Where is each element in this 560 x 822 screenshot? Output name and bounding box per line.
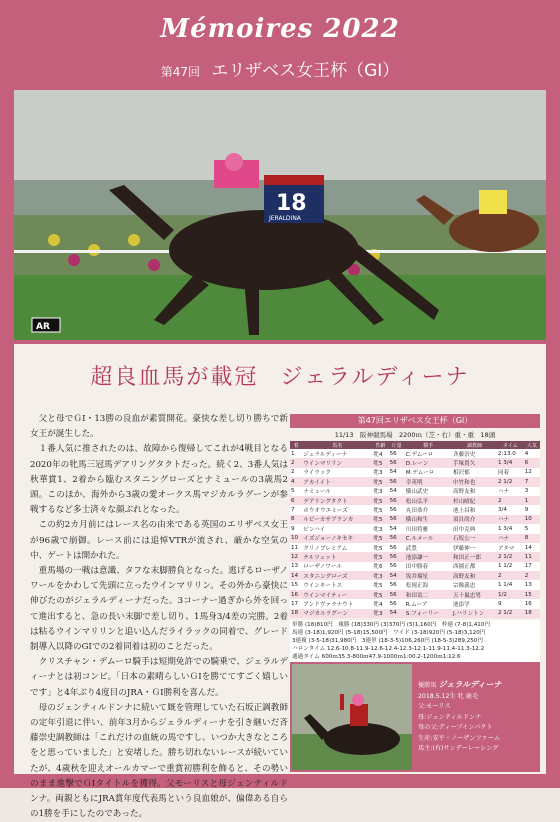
table-row bbox=[290, 496, 540, 505]
table-cell: 牝5 bbox=[372, 458, 388, 467]
table-cell: 川田将雅 bbox=[405, 524, 452, 533]
table-cell: 須貝尚介 bbox=[452, 515, 497, 524]
table-cell: 14 bbox=[290, 571, 302, 580]
table-cell: 牝5 bbox=[372, 496, 388, 505]
table-cell: 4 bbox=[290, 477, 302, 486]
results-note: 通過タイム 600ｍ35.3-800ｍ47.9-1000ｍ1:00.2-1200ｍ1:12.6 bbox=[292, 654, 461, 661]
table-cell: 牝5 bbox=[372, 543, 388, 552]
table-cell: 56 bbox=[389, 599, 405, 608]
results-note: 単勝 (18)810円 複勝 (18)330円 (3)370円 (5)1,160円 枠連 (7-8)1,410円 bbox=[292, 622, 490, 629]
table-cell: 高野友和 bbox=[452, 487, 497, 496]
results-body bbox=[290, 449, 540, 618]
table-row bbox=[290, 515, 540, 524]
table-cell: ハナ bbox=[497, 487, 524, 496]
table-cell: 17 bbox=[524, 562, 540, 571]
results-title: 第47回エリザベス女王杯（GⅠ） bbox=[290, 414, 540, 428]
table-cell: 17 bbox=[290, 599, 302, 608]
table-cell: ウインマリリン bbox=[302, 458, 372, 467]
table-row bbox=[290, 534, 540, 543]
table-cell: 18 bbox=[524, 609, 540, 618]
table-cell: 5 bbox=[290, 487, 302, 496]
col-header: 調教師 bbox=[452, 441, 497, 449]
table-cell: ウインマイティー bbox=[302, 590, 372, 599]
results-note: 3連複 (3-5-18)31,980円 3連単 (18-3-5)106,260円 (18-5-3)289,250円 bbox=[292, 638, 483, 645]
table-cell: 3/4 bbox=[497, 505, 524, 514]
table-cell: 18 bbox=[290, 609, 302, 618]
table-row bbox=[290, 505, 540, 514]
table-cell: 牝3 bbox=[372, 609, 388, 618]
table-cell: 56 bbox=[389, 590, 405, 599]
table-cell: S.フォーリー bbox=[405, 609, 452, 618]
table-cell: 五十嵐忠男 bbox=[452, 590, 497, 599]
table-cell: 1 bbox=[290, 449, 302, 458]
table-cell: C.デムーロ bbox=[405, 449, 452, 458]
table-cell: ピンハイ bbox=[302, 524, 372, 533]
table-cell: テルツェット bbox=[302, 552, 372, 561]
winner-photo-illustration bbox=[292, 664, 412, 770]
table-cell: 54 bbox=[389, 487, 405, 496]
table-cell: 高野友和 bbox=[452, 571, 497, 580]
table-cell: 56 bbox=[389, 477, 405, 486]
table-cell: 2 1/2 bbox=[497, 609, 524, 618]
table-cell: 9 bbox=[524, 505, 540, 514]
table-cell: 15 bbox=[524, 590, 540, 599]
results-notes bbox=[290, 620, 540, 662]
table-cell: 1 1/4 bbox=[497, 580, 524, 589]
table-cell: 2 bbox=[524, 571, 540, 580]
table-cell: 1 3/4 bbox=[497, 524, 524, 533]
table-cell: 12 bbox=[524, 468, 540, 477]
winner-profile bbox=[290, 662, 540, 772]
series-title: Mémoires 2022 bbox=[160, 14, 400, 44]
table-cell: 牝5 bbox=[372, 534, 388, 543]
results-note: 馬連 (3-18)1,920円 (5-18)15,500円 ワイド (3-18)920円 (5-18)3,120円 bbox=[292, 630, 486, 637]
table-cell: 6 bbox=[524, 458, 540, 467]
table-row bbox=[290, 458, 540, 467]
table-cell: アタマ bbox=[497, 543, 524, 552]
table-cell: 宗像義忠 bbox=[452, 580, 497, 589]
table-cell: 松山弘平 bbox=[405, 496, 452, 505]
table-cell: 56 bbox=[389, 534, 405, 543]
table-cell: 牝3 bbox=[372, 571, 388, 580]
col-header: タイム bbox=[497, 441, 524, 449]
table-cell: 5 bbox=[524, 524, 540, 533]
table-cell: 8 bbox=[290, 515, 302, 524]
table-cell: 丸田恭介 bbox=[405, 505, 452, 514]
table-cell: 54 bbox=[389, 468, 405, 477]
table-cell: 牝5 bbox=[372, 590, 388, 599]
table-cell: 8 bbox=[524, 534, 540, 543]
table-cell: 7 bbox=[524, 477, 540, 486]
table-cell: 幸英明 bbox=[405, 477, 452, 486]
table-cell: 56 bbox=[389, 458, 405, 467]
table-row bbox=[290, 562, 540, 571]
table-cell: 牝5 bbox=[372, 505, 388, 514]
table-cell: 牝4 bbox=[372, 449, 388, 458]
table-cell: M.デムーロ bbox=[405, 468, 452, 477]
table-row bbox=[290, 609, 540, 618]
col-header: 人気 bbox=[524, 441, 540, 449]
table-cell: 田中克典 bbox=[452, 524, 497, 533]
table-cell: ハナ bbox=[497, 534, 524, 543]
table-cell: 1 3/4 bbox=[497, 458, 524, 467]
table-row bbox=[290, 477, 540, 486]
table-cell: 9 bbox=[497, 599, 524, 608]
table-cell: 手塚貴久 bbox=[452, 458, 497, 467]
table-cell: 西園正都 bbox=[452, 562, 497, 571]
table-cell: 2 bbox=[290, 458, 302, 467]
article-paragraph: 父と母でＧⅠ・13勝の良血が素質開花。豪快な差し切り勝ちで新女王が誕生した。 bbox=[30, 414, 288, 440]
table-cell: 2 1/2 bbox=[497, 552, 524, 561]
winner-label: 優勝馬 bbox=[418, 682, 437, 689]
table-cell: 16 bbox=[524, 599, 540, 608]
table-cell: スタニングローズ bbox=[302, 571, 372, 580]
col-header: 斤量 bbox=[389, 441, 405, 449]
table-cell: 13 bbox=[524, 580, 540, 589]
table-cell: 池上昌和 bbox=[452, 505, 497, 514]
table-cell: ジェラルディーナ bbox=[302, 449, 372, 458]
article-paragraph: 重馬場の一戦は意識、タフな末脚勝負となった。逃げるローザノワールをかわして先頭に立ったウインマリリン。その外から豪快に伸びたのがジェラルディーナだった。3コーナー過ぎから外を回って進出すると、急の長い末脚で差し切り、1馬身3/4差の完勝。2着は粘るウインマリリンと追い込んだライラックの同着で、グレード制導入以降のGⅠでの2着同着は初のことだった。 bbox=[30, 566, 288, 653]
table-cell: 牝3 bbox=[372, 524, 388, 533]
table-cell: 坂井瑠星 bbox=[405, 571, 452, 580]
article-body bbox=[30, 412, 288, 822]
table-cell: J.ハリントン bbox=[452, 609, 497, 618]
headline-part1: 超良血馬が載冠 bbox=[90, 365, 259, 390]
col-header: 性齢 bbox=[372, 441, 388, 449]
table-cell: 2 1/2 bbox=[497, 477, 524, 486]
table-cell: 石坂公一 bbox=[452, 534, 497, 543]
table-cell: 牝5 bbox=[372, 552, 388, 561]
winner-line: 馬主:(有)サンデーレーシング bbox=[418, 745, 499, 752]
article-paragraph: この約2カ月前にはレース名の由来である英国のエリザベス女王が96歳で崩御。レース前には追悼VTRが流され、厳かな空気の中、ゲートは開かれた。 bbox=[30, 520, 288, 561]
table-row bbox=[290, 599, 540, 608]
table-cell: 16 bbox=[290, 590, 302, 599]
table-cell: 2 bbox=[497, 496, 524, 505]
table-row bbox=[290, 543, 540, 552]
article-paragraph: 母のジェンティルドンナに続いて厩を管理していた石坂正調教師の定年引退に伴い、前年3月からジェラルディーナを引き継いだ斉藤崇史調教師は「これだけの血統の馬ですし、いつか大きなところをと思っていました」と安堵した。勝ち切れないレースが続いていたが、4歳秋を迎えオールカマーで重賞初勝利を飾ると、その勢いのまま進撃でＧⅠタイトルを獲得。父モーリスと母ジェンティルドンナ。両親ともにJRA賞年度代表馬という良血娘が、偏偉ある自らの1勝を手にしたのであった。 bbox=[30, 702, 288, 820]
table-row bbox=[290, 590, 540, 599]
article-paragraph: １番人気に推されたのは、故障から復帰してこれが4戦目となる2020年の牝馬三冠馬デアリングタクトだった。続く2、3番人気は秋華賞1、2着から臨むスタニングローズとナミュールの3歳馬2頭。このほか、海外から3歳の愛オークス馬マジカルラグーンが参戦するなど多士済々な顔ぶれとなった。 bbox=[30, 444, 288, 516]
table-cell: 武豊 bbox=[405, 543, 452, 552]
winner-line: 父:モーリス bbox=[418, 703, 451, 710]
table-cell: ウインキートス bbox=[302, 580, 372, 589]
table-cell: アンドヴァラナウト bbox=[302, 599, 372, 608]
winner-line: 生産:安平・ノーザンファーム bbox=[418, 734, 501, 742]
table-cell: 9 bbox=[290, 524, 302, 533]
table-cell: 松岡正海 bbox=[405, 580, 452, 589]
table-cell: 和田竜二 bbox=[405, 590, 452, 599]
table-row bbox=[290, 524, 540, 533]
col-header: 着 bbox=[290, 441, 302, 449]
table-cell: 1 bbox=[524, 496, 540, 505]
table-cell: 56 bbox=[389, 449, 405, 458]
table-row bbox=[290, 449, 540, 458]
table-cell: 牝5 bbox=[372, 580, 388, 589]
table-row bbox=[290, 552, 540, 561]
table-cell: マジカルラグーン bbox=[302, 609, 372, 618]
table-cell: 14 bbox=[524, 543, 540, 552]
headline bbox=[0, 360, 560, 391]
table-cell: クリノプレミアム bbox=[302, 543, 372, 552]
table-cell: 杉山晴紀 bbox=[452, 496, 497, 505]
table-cell: 田中勝春 bbox=[405, 562, 452, 571]
table-cell: 11 bbox=[524, 552, 540, 561]
table-cell: 56 bbox=[389, 515, 405, 524]
results-box bbox=[290, 414, 540, 662]
winner-line: 母:ジェンティルドンナ bbox=[418, 713, 482, 721]
table-cell: イズジョーノキセキ bbox=[302, 534, 372, 543]
table-row bbox=[290, 487, 540, 496]
table-cell: 6 bbox=[290, 496, 302, 505]
winner-info bbox=[418, 680, 536, 755]
table-cell: 牝5 bbox=[372, 477, 388, 486]
table-cell: ホウオウエミーズ bbox=[302, 505, 372, 514]
results-meta: 11/13 阪神競馬場 2200ｍ（芝・右）重・重 18頭 bbox=[334, 431, 496, 439]
table-cell: 11 bbox=[290, 543, 302, 552]
table-cell: 横山和生 bbox=[405, 515, 452, 524]
table-cell: 中竹和也 bbox=[452, 477, 497, 486]
table-cell: 56 bbox=[389, 496, 405, 505]
watermark-logo: AR bbox=[36, 322, 50, 332]
table-cell: 1 1/2 bbox=[497, 562, 524, 571]
winner-line: 2018.5.12生 牝 鹿毛 bbox=[418, 692, 479, 700]
table-cell: 斉藤崇史 bbox=[452, 449, 497, 458]
winner-name: ジェラルディーナ bbox=[438, 680, 502, 689]
table-cell: 10 bbox=[524, 515, 540, 524]
table-cell: 10 bbox=[290, 534, 302, 543]
race-name: エリザベス女王杯（GⅠ） bbox=[211, 61, 400, 81]
table-cell: 15 bbox=[290, 580, 302, 589]
results-header-row bbox=[290, 441, 540, 449]
table-cell: 56 bbox=[389, 505, 405, 514]
table-cell: ローザノワール bbox=[302, 562, 372, 571]
table-cell: ハナ bbox=[497, 515, 524, 524]
table-cell: 2:13.0 bbox=[497, 449, 524, 458]
table-cell: 牝4 bbox=[372, 599, 388, 608]
table-cell: 4 bbox=[524, 449, 540, 458]
results-note: ハロンタイム 12.6-10.8-11.9-12.6-12.4-12.3-12.1-11.9-11.4-11.3-12.2 bbox=[292, 646, 485, 653]
table-cell: デアリングタクト bbox=[302, 496, 372, 505]
table-cell: 1/2 bbox=[497, 590, 524, 599]
table-cell: ナミュール bbox=[302, 487, 372, 496]
table-cell: 牝3 bbox=[372, 487, 388, 496]
winner-line: 母の父:ディープインパクト bbox=[418, 724, 493, 731]
table-cell: 13 bbox=[290, 562, 302, 571]
table-cell: 横山武史 bbox=[405, 487, 452, 496]
table-cell: 56 bbox=[389, 562, 405, 571]
horse-cloth-name: JERALDINA bbox=[269, 215, 301, 222]
table-cell: 伊藤伸一 bbox=[452, 543, 497, 552]
table-cell: 相沢郁 bbox=[452, 468, 497, 477]
results-table bbox=[290, 441, 540, 618]
table-cell: 54 bbox=[389, 609, 405, 618]
table-cell: 和田正一郎 bbox=[452, 552, 497, 561]
race-title bbox=[0, 56, 560, 81]
headline-part2: ジェラルディーナ bbox=[280, 365, 470, 390]
table-cell: 牝6 bbox=[372, 562, 388, 571]
table-cell: 池添学 bbox=[452, 599, 497, 608]
table-cell: ライラック bbox=[302, 468, 372, 477]
col-header: 馬名 bbox=[302, 441, 372, 449]
table-row bbox=[290, 571, 540, 580]
col-header: 騎手 bbox=[405, 441, 452, 449]
winner-photo bbox=[292, 664, 412, 770]
table-cell: 56 bbox=[389, 580, 405, 589]
race-photo-illustration bbox=[14, 90, 546, 340]
table-cell: 2 bbox=[497, 571, 524, 580]
bib-number: 18 bbox=[276, 191, 307, 216]
table-cell: 54 bbox=[389, 524, 405, 533]
table-cell: 56 bbox=[389, 543, 405, 552]
race-number: 第47回 bbox=[160, 65, 200, 79]
table-cell: 12 bbox=[290, 552, 302, 561]
table-cell: 牝5 bbox=[372, 515, 388, 524]
table-cell: 54 bbox=[389, 571, 405, 580]
table-cell: 7 bbox=[290, 505, 302, 514]
race-photo bbox=[14, 90, 546, 340]
table-row bbox=[290, 468, 540, 477]
table-cell: 2 bbox=[290, 468, 302, 477]
table-row bbox=[290, 580, 540, 589]
table-cell: アカイイト bbox=[302, 477, 372, 486]
article-paragraph: クリスチャン・デムーロ騎手は短期免許での騎乗で、ジェラルディーナとは初コンビ。「日本の素晴らしいＧⅠを勝ててすごく嬉しいです」と4年ぶり4度目のJRA・ＧⅠ勝利を喜んだ。 bbox=[30, 657, 288, 698]
table-cell: 同着 bbox=[497, 468, 524, 477]
table-cell: 牝3 bbox=[372, 468, 388, 477]
table-cell: C.ルメール bbox=[405, 534, 452, 543]
table-cell: R.ムーア bbox=[405, 599, 452, 608]
table-cell: D.レーン bbox=[405, 458, 452, 467]
table-cell: 56 bbox=[389, 552, 405, 561]
table-cell: ルビーカサブランカ bbox=[302, 515, 372, 524]
table-cell: 3 bbox=[524, 487, 540, 496]
table-cell: 池添謙一 bbox=[405, 552, 452, 561]
